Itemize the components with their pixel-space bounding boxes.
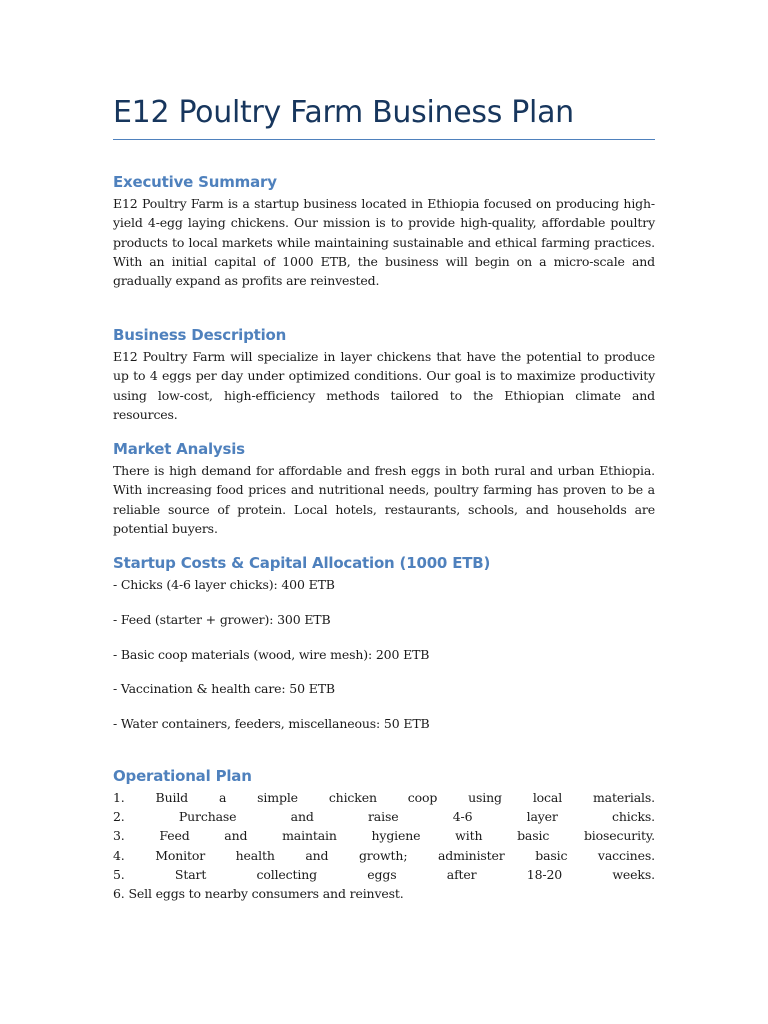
step-word: Monitor — [155, 847, 206, 863]
operational-step — [113, 788, 655, 807]
paragraph-market-analysis: There is high demand for affordable and fresh eggs in both rural and urban Ethiopia. With increasing food prices and nutritional needs, poultry farming has proven to be a reliable source of protein. Local hotels, restaurants, schools, and households are potential buyers. — [113, 463, 655, 536]
step-word: a — [218, 790, 227, 805]
step-word: after — [446, 866, 477, 882]
step-word: 5. — [113, 866, 125, 882]
cost-item: - Feed (starter + grower): 300 ETB — [113, 611, 331, 627]
section-market-analysis — [113, 439, 655, 538]
step-word: 18-20 — [526, 866, 563, 882]
step-word: Purchase — [178, 809, 237, 825]
step-word: 3. — [113, 828, 125, 844]
document-title: E12 Poultry Farm Business Plan — [113, 95, 574, 130]
section-operational-plan — [113, 766, 655, 903]
section-heading-business-description: Business Description — [113, 326, 287, 344]
step-word: Feed — [159, 828, 190, 844]
step-word: maintain — [282, 828, 337, 844]
step-word: raise — [367, 809, 399, 825]
cost-item: - Vaccination & health care: 50 ETB — [113, 681, 335, 697]
step-word: weeks. — [612, 866, 655, 882]
step-word: using — [468, 790, 502, 805]
cost-list — [113, 575, 655, 733]
step-word: chicken — [328, 790, 377, 805]
operational-step — [113, 865, 655, 884]
step-word: 4-6 — [452, 809, 473, 825]
step-word: administer — [437, 847, 505, 863]
section-heading-executive-summary: Executive Summary — [113, 173, 277, 191]
step-word: simple — [257, 790, 298, 805]
operational-step — [113, 826, 655, 845]
paragraph-business-description: E12 Poultry Farm will specialize in layer chickens that have the potential to produce up to 4 eggs per day under optimized conditions. Our goal is to maximize productivity using low-cost, high-efficiency methods tailored to the Ethiopian climate and resources. — [113, 349, 655, 422]
step-word: 4. — [113, 847, 125, 863]
step-word: collecting — [256, 866, 317, 882]
step-word: growth; — [358, 847, 408, 863]
step-word: materials. — [592, 790, 655, 805]
step-word: and — [305, 847, 329, 863]
section-heading-startup-costs: Startup Costs & Capital Allocation (1000 ETB) — [113, 554, 491, 572]
step-word: local — [532, 790, 563, 805]
step-word: basic — [517, 828, 550, 844]
step-word: biosecurity. — [583, 828, 655, 844]
step-word: 2. — [113, 809, 125, 825]
operational-steps-list — [113, 788, 655, 903]
cost-item: - Chicks (4-6 layer chicks): 400 ETB — [113, 577, 335, 592]
step-word: chicks. — [612, 809, 655, 825]
step-word: basic — [535, 847, 568, 863]
operational-step — [113, 807, 655, 826]
operational-step — [113, 846, 655, 865]
section-startup-costs — [113, 553, 655, 749]
step-word: eggs — [367, 866, 397, 882]
step-word: and — [224, 828, 248, 844]
step-word: and — [290, 809, 314, 825]
step-word: Start — [174, 866, 207, 882]
step-word: coop — [407, 790, 438, 805]
title-underline — [113, 139, 655, 140]
section-heading-market-analysis: Market Analysis — [113, 440, 245, 458]
step-word: 1. — [113, 790, 125, 805]
section-heading-operational-plan: Operational Plan — [113, 767, 252, 785]
step-word: health — [235, 847, 275, 863]
cost-item: - Water containers, feeders, miscellaneous: 50 ETB — [113, 716, 430, 732]
step-word: vaccines. — [597, 847, 655, 863]
operational-step: 6. Sell eggs to nearby consumers and reinvest. — [113, 885, 404, 901]
section-executive-summary — [113, 172, 655, 290]
section-business-description — [113, 325, 655, 424]
step-word: Build — [155, 790, 189, 805]
step-word: with — [455, 828, 483, 844]
step-word: hygiene — [371, 828, 421, 844]
paragraph-executive-summary: E12 Poultry Farm is a startup business located in Ethiopia focused on producing high-yield 4-egg laying chickens. Our mission is to provide high-quality, affordable poultry products to local markets while maintaining sustainable and ethical farming practices. With an initial capital of 1000 ETB, the business will begin on a micro-scale and gradually expand as profits are reinvested. — [113, 196, 655, 289]
cost-item: - Basic coop materials (wood, wire mesh): 200 ETB — [113, 646, 430, 662]
step-word: layer — [526, 809, 558, 825]
